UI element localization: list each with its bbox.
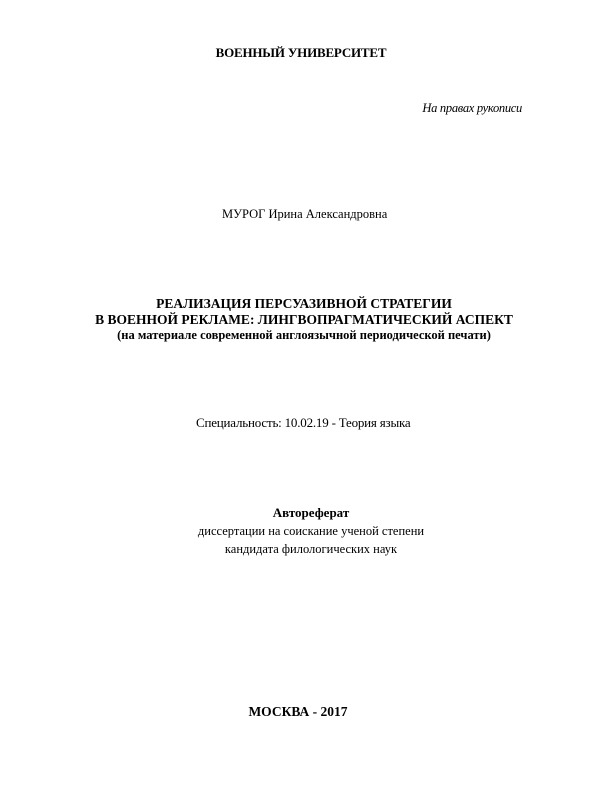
city-year: МОСКВА - 2017 [248,704,348,719]
institution-name: ВОЕННЫЙ УНИВЕРСИТЕТ [215,45,387,60]
dissertation-title-line-1: РЕАЛИЗАЦИЯ ПЕРСУАЗИВНОЙ СТРАТЕГИИ [156,296,452,311]
specialty: Специальность: 10.02.19 - Теория языка [196,415,411,430]
manuscript-note: На правах рукописи [422,101,522,115]
document-type: Автореферат [272,505,350,520]
dissertation-subtitle: (на материале современной англоязычной периодической печати) [117,328,491,342]
dissertation-title-line-2: В ВОЕННОЙ РЕКЛАМЕ: ЛИНГВОПРАГМАТИЧЕСКИЙ АСПЕКТ [95,312,513,327]
author-name: МУРОГ Ирина Александровна [222,207,388,221]
degree-line-1: диссертации на соискание ученой степени [197,524,425,538]
degree-line-2: кандидата филологических наук [224,542,398,556]
